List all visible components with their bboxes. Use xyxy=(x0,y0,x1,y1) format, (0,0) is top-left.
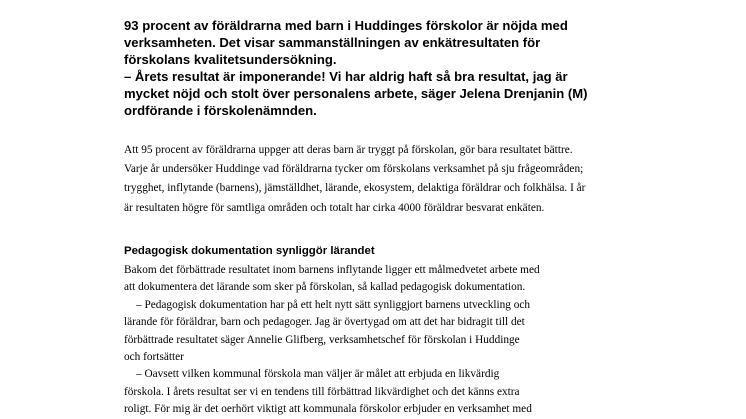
section-heading: Pedagogisk dokumentation synliggör lärandet xyxy=(124,245,375,257)
lead-section xyxy=(124,17,594,119)
section-body xyxy=(124,262,594,419)
lead-paragraph: 93 procent av föräldrarna med barn i Huddinges förskolor är nöjda med verksamheten. Det visar sammanställningen av enkätresultaten för förskolans kvalitetsundersökning. xyxy=(124,18,568,67)
body-line: förbättrade resultatet säger Annelie Glifberg, verksamhetschef för förskolan i Huddinge xyxy=(124,333,520,346)
lead-quote: – Årets resultat är imponerande! Vi har aldrig haft så bra resultat, jag är mycket nöjd och stolt över personalens arbete, säger Jelena Drenjanin (M) ordförande i förskolenämnden. xyxy=(124,69,588,118)
body-line: Bakom det förbättrade resultatet inom barnens inflytande ligger ett målmedvetet arbete med xyxy=(124,264,540,276)
body-line: roligt. För mig är det oerhört viktigt att kommunala förskolor erbjuder en verksamhet med xyxy=(124,403,532,416)
body-line: förskola. I årets resultat ser vi en tendens till förbättrad likvärdighet och det känns extra xyxy=(124,385,520,398)
body-line: att dokumentera det lärande som sker på förskolan, så kallad pedagogisk dokumentation. xyxy=(124,281,526,294)
body-line: och fortsätter xyxy=(124,351,184,364)
body-line: – Pedagogisk dokumentation har på ett helt nytt sätt synliggjort barnens utveckling och xyxy=(136,298,531,311)
body-line: lärande för föräldrar, barn och pedagoger. Jag är övertygad om att det har bidragit till det xyxy=(124,316,525,329)
intro-paragraph: Att 95 procent av föräldrarna uppger att deras barn är tryggt på förskolan, gör bara resultatet bättre. Varje år undersöker Huddinge vad föräldrarna tycker om förskolans verksamhet på sju frågeområden; trygghet, inflytande (barnens), jämställdhet, lärande, ekosystem, delaktiga föräldrar och folkhälsa. I år är resultaten högre för samtliga områden och totalt har cirka 4000 föräldrar besvarat enkäten. xyxy=(124,144,586,214)
body-line: – Oavsett vilken kommunal förskola man väljer är målet att erbjuda en likvärdig xyxy=(136,368,500,381)
